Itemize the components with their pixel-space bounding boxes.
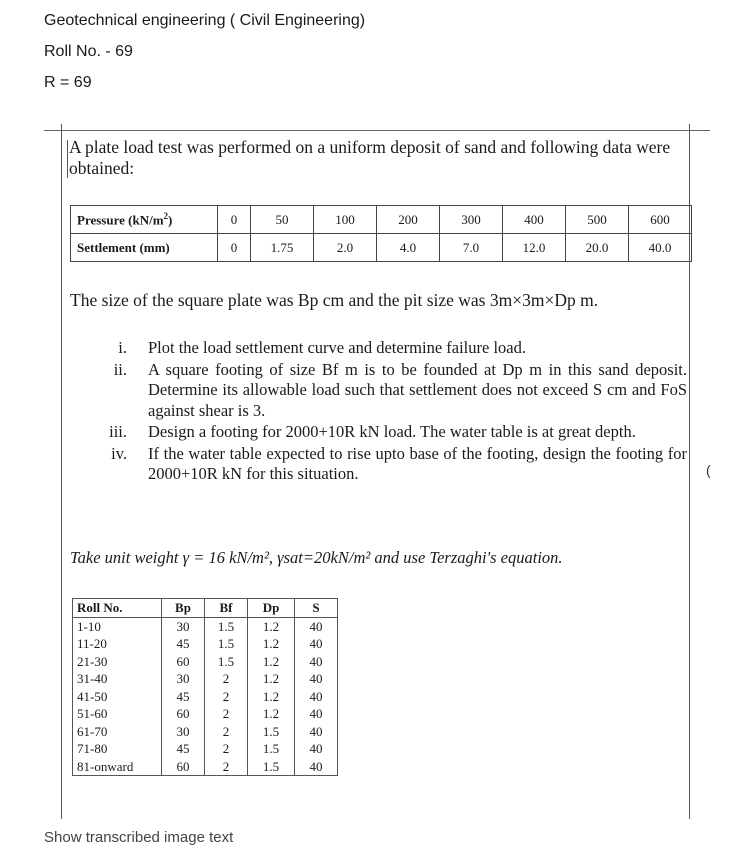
settlement-cell: 0 xyxy=(218,234,251,262)
dp-cell: 1.5 xyxy=(248,723,295,741)
s-cell: 40 xyxy=(295,758,338,776)
plate-size-statement: The size of the square plate was Bp cm and the pit size was 3m×3m×Dp m. xyxy=(70,290,599,310)
s-cell: 40 xyxy=(295,740,338,758)
dp-cell: 1.2 xyxy=(248,688,295,706)
question-item xyxy=(105,338,687,359)
question-number: i. xyxy=(118,338,127,357)
s-cell: 40 xyxy=(295,705,338,723)
bf-cell: 1.5 xyxy=(205,635,248,653)
scan-left-border xyxy=(61,124,62,819)
show-transcribed-text-link[interactable]: Show transcribed image text xyxy=(44,829,234,846)
bp-cell: 60 xyxy=(162,758,205,776)
table-row xyxy=(73,723,338,741)
roll-range-cell: 31-40 xyxy=(73,670,162,688)
scan-top-border xyxy=(44,130,710,131)
pressure-row xyxy=(71,206,692,234)
question-list xyxy=(105,338,687,486)
bp-cell: 60 xyxy=(162,653,205,671)
bf-cell: 2 xyxy=(205,688,248,706)
bp-cell: 30 xyxy=(162,723,205,741)
stray-mark: ( xyxy=(706,462,711,478)
roll-range-cell: 61-70 xyxy=(73,723,162,741)
dp-cell: 1.2 xyxy=(248,670,295,688)
table-row xyxy=(73,705,338,723)
header-bp: Bp xyxy=(162,599,205,618)
s-cell: 40 xyxy=(295,723,338,741)
pressure-label: Pressure $(kN/m^2)$ xyxy=(71,206,218,234)
question-text: Design a footing for 2000+10R kN load. The water table is at great depth. xyxy=(148,422,636,441)
bp-cell: 45 xyxy=(162,635,205,653)
settlement-cell: 12.0 xyxy=(503,234,566,262)
s-cell: 40 xyxy=(295,688,338,706)
table-row xyxy=(73,635,338,653)
bp-cell: 45 xyxy=(162,740,205,758)
settlement-cell: 4.0 xyxy=(377,234,440,262)
pressure-cell: 600 xyxy=(629,206,692,234)
s-cell: 40 xyxy=(295,617,338,635)
s-cell: 40 xyxy=(295,635,338,653)
bf-cell: 1.5 xyxy=(205,653,248,671)
table-row xyxy=(73,617,338,635)
pressure-cell: 50 xyxy=(251,206,314,234)
table-row xyxy=(73,688,338,706)
dp-cell: 1.2 xyxy=(248,635,295,653)
plate-load-table xyxy=(70,205,692,262)
roll-range-cell: 81-onward xyxy=(73,758,162,776)
unit-weight-note: Take unit weight γ = 16 kN/m², γsat=20kN/m² and use Terzaghi's equation. xyxy=(70,548,563,567)
bf-cell: 1.5 xyxy=(205,617,248,635)
bp-cell: 30 xyxy=(162,617,205,635)
bp-cell: 30 xyxy=(162,670,205,688)
settlement-cell: 40.0 xyxy=(629,234,692,262)
question-item xyxy=(105,422,687,443)
roll-range-cell: 41-50 xyxy=(73,688,162,706)
dp-cell: 1.5 xyxy=(248,740,295,758)
pressure-cell: 300 xyxy=(440,206,503,234)
table-row xyxy=(73,758,338,776)
settlement-cell: 2.0 xyxy=(314,234,377,262)
pressure-cell: 100 xyxy=(314,206,377,234)
settlement-row xyxy=(71,234,692,262)
dp-cell: 1.2 xyxy=(248,617,295,635)
bp-cell: 60 xyxy=(162,705,205,723)
settlement-cell: 7.0 xyxy=(440,234,503,262)
roll-parameter-table xyxy=(72,598,338,776)
settlement-cell: 20.0 xyxy=(566,234,629,262)
question-text: Plot the load settlement curve and determine failure load. xyxy=(148,338,526,357)
bf-cell: 2 xyxy=(205,670,248,688)
pressure-cell: 400 xyxy=(503,206,566,234)
table-row xyxy=(73,670,338,688)
dp-cell: 1.2 xyxy=(248,705,295,723)
roll-number: Roll No. - 69 xyxy=(44,43,133,60)
question-number: ii. xyxy=(113,359,127,379)
bp-cell: 45 xyxy=(162,688,205,706)
pressure-cell: 200 xyxy=(377,206,440,234)
problem-intro: A plate load test was performed on a uniform deposit of sand and following data were obtained: xyxy=(69,137,671,178)
subject-heading: Geotechnical engineering ( Civil Engineering) xyxy=(44,12,366,29)
pressure-cell: 0 xyxy=(218,206,251,234)
bf-cell: 2 xyxy=(205,740,248,758)
question-number: iii. xyxy=(109,422,127,441)
roll-range-cell: 21-30 xyxy=(73,653,162,671)
settlement-label: Settlement (mm) xyxy=(71,234,218,262)
roll-range-cell: 11-20 xyxy=(73,635,162,653)
pressure-cell: 500 xyxy=(566,206,629,234)
header-s: S xyxy=(295,599,338,618)
roll-range-cell: 71-80 xyxy=(73,740,162,758)
header-dp: Dp xyxy=(248,599,295,618)
header-bf: Bf xyxy=(205,599,248,618)
question-item xyxy=(105,444,687,485)
roll-table-header xyxy=(73,599,338,618)
table-row xyxy=(73,653,338,671)
settlement-cell: 1.75 xyxy=(251,234,314,262)
dp-cell: 1.5 xyxy=(248,758,295,776)
s-cell: 40 xyxy=(295,670,338,688)
question-number: iv. xyxy=(111,443,127,463)
question-text: A square footing of size Bf m is to be founded at Dp m in this sand deposit. Determine its allowable load such that settlement does not exceed S cm and FoS against shear is 3. xyxy=(148,359,687,420)
bf-cell: 2 xyxy=(205,723,248,741)
question-item xyxy=(105,360,687,422)
bf-cell: 2 xyxy=(205,705,248,723)
dp-cell: 1.2 xyxy=(248,653,295,671)
roll-range-cell: 1-10 xyxy=(73,617,162,635)
roll-range-cell: 51-60 xyxy=(73,705,162,723)
table-row xyxy=(73,740,338,758)
header-roll-no: Roll No. xyxy=(73,599,162,618)
r-value: R = 69 xyxy=(44,74,92,91)
bf-cell: 2 xyxy=(205,758,248,776)
intro-left-rule xyxy=(67,140,68,178)
question-text: If the water table expected to rise upto base of the footing, design the footing for 2000+10R kN for this situation. xyxy=(148,443,687,483)
s-cell: 40 xyxy=(295,653,338,671)
